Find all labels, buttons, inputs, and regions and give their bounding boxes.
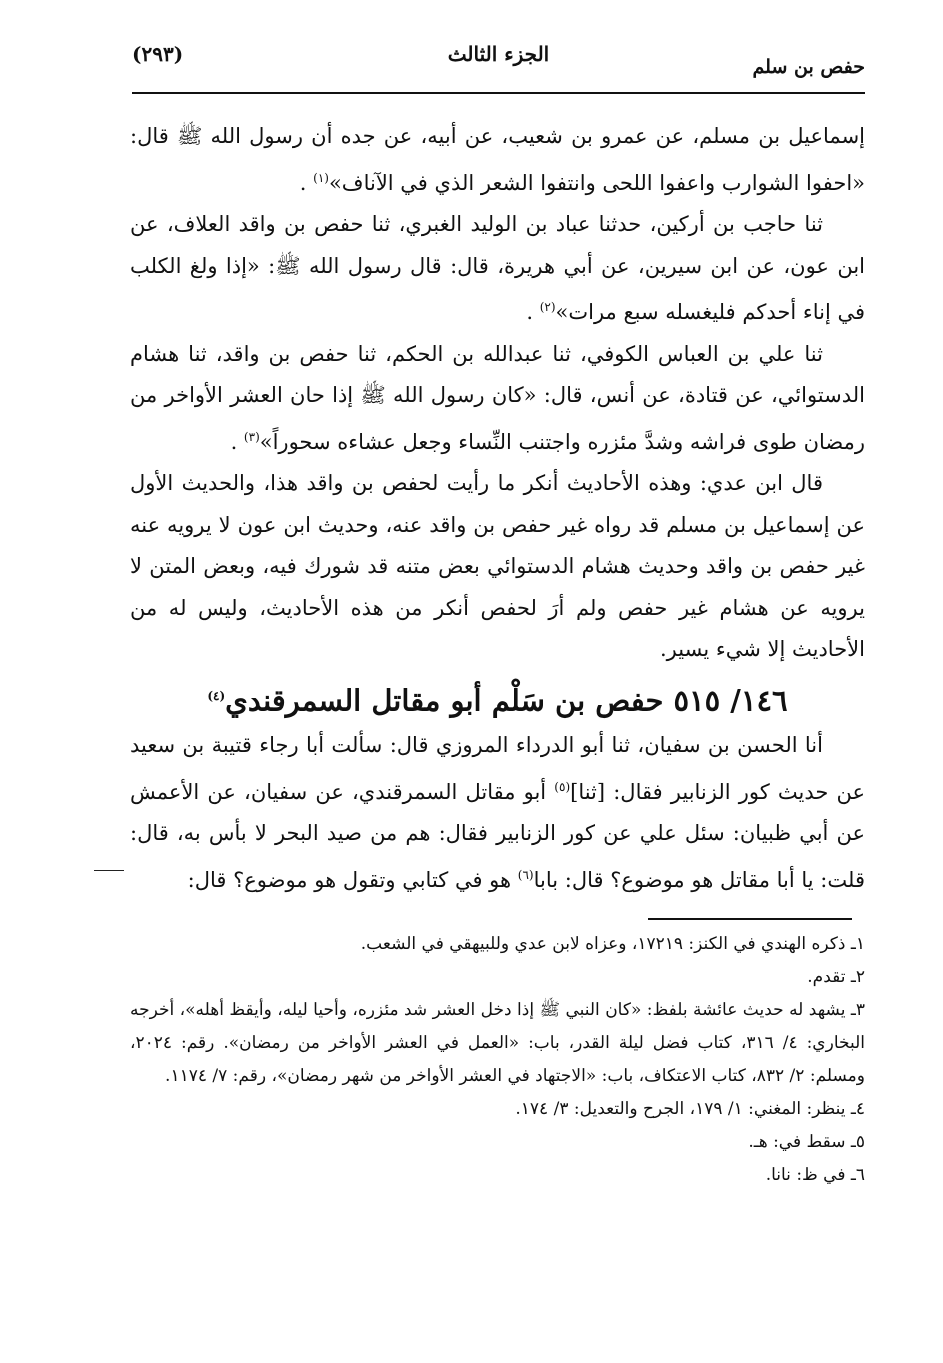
entry-paragraph: أنا الحسن بن سفيان، ثنا أبو الدرداء المروزي قال: سألت أبا رجاء قتيبة بن سعيد عن حديث كور الزنابير فقال: [ثنا]$^{(٥)}$ أبو مقاتل السمرقندي، عن سفيان، عن الأعمش عن أبي ظبيان: سئل علي عن كور الزنابير فقال: هم من صيد البحر لا بأس به، قال: قلت: يا أبا مقاتل هو موضوع؟ قال: بابا$^{(٦)}$ هو في كتابي وتقول هو موضوع؟ قال: (130, 733, 865, 892)
page-number: (٢٩٣) (132, 42, 184, 66)
paragraph-2: ثنا حاجب بن أركين، حدثنا عباد بن الوليد الغبري، ثنا حفص بن واقد العلاف، عن ابن عون، عن ابن سيرين، عن أبي هريرة، قال: قال رسول الله ﷺ: «إذا ولغ الكلب في إناء أحدكم فليغسله سبع مرات»$^{(٢)}$ . (130, 212, 865, 324)
footnote-3: ٣ـ يشهد له حديث عائشة بلفظ: «كان النبي ﷺ إذا دخل العشر شد مئزره، وأحيا ليله، وأيقظ أهله»، أخرجه البخاري: ٤/ ٣١٦، كتاب فضل ليلة القدر، باب: «العمل في العشر الأواخر من رمضان». رقم: ٢٠٢٤، ومسلم: ٢/ ٨٣٢، كتاب الاعتكاف، باب: «الاجتهاد في العشر الأواخر من شهر رمضان»، رقم: ٧/ ١١٧٤. (130, 1000, 866, 1086)
footnote-ref-6: (٦) (517, 867, 534, 882)
footnote-ref-5: (٥) (554, 779, 571, 794)
paragraph-4: قال ابن عدي: وهذه الأحاديث أنكر ما رأيت لحفص بن واقد هذا، والحديث الأول عن إسماعيل بن مسلم قد رواه غير حفص بن واقد عنه، وحديث ابن عون لا يرويه عنه غير حفص بن واقد وحديث هشام الدستوائي بعض متنه قد شورك فيه، وبعض المتن لا يرويه عن هشام غير حفص ولم أرَ لحفص أنكر من هذه الأحاديث، وليس له من الأحاديث إلا شيء يسير. (130, 471, 865, 661)
footnote-5: ٥ـ سقط في: هـ. (748, 1132, 865, 1152)
volume-title: الجزء الثالث (447, 42, 550, 66)
footnote-ref-2: (٢) (539, 300, 556, 314)
entry-heading: ١٤٦/ ٥١٥ حفص بن سَلْم أبو مقاتل السمرقندي$^{(٤)}$ (207, 683, 788, 718)
margin-dash (94, 870, 124, 871)
footnote-4: ٤ـ ينظر: المغني: ١/ ١٧٩، الجرح والتعديل: ٣/ ١٧٤. (515, 1099, 865, 1119)
footnote-2: ٢ـ تقدم. (807, 967, 865, 987)
footnote-ref-4: (٤) (207, 688, 226, 703)
footnote-6: ٦ـ في ظ: نانا. (765, 1165, 865, 1185)
header-rule (132, 92, 865, 94)
footnote-1: ١ـ ذكره الهندي في الكنز: ١٧٢١٩، وعزاه لابن عدي وللبيهقي في الشعب. (360, 934, 865, 954)
page-header (132, 36, 865, 96)
footnote-ref-3: (٣) (243, 429, 260, 444)
paragraph-1: إسماعيل بن مسلم، عن عمرو بن شعيب، عن أبيه، عن جده أن رسول الله ﷺ قال: «احفوا الشوارب واعفوا اللحى وانتفوا الشعر الذي في الآناف»$^{(١)}$ . (130, 124, 865, 195)
paragraph-3: ثنا علي بن العباس الكوفي، ثنا عبدالله بن الحكم، ثنا حفص بن واقد، ثنا هشام الدستوائي، عن قتادة، عن أنس، قال: «كان رسول الله ﷺ إذا حان العشر الأواخر من رمضان طوى فراشه وشدَّ مئزره واجتنب النِّساء وجعل عشاءه سحوراً»$^{(٣)}$ . (130, 341, 865, 454)
footnote-separator (648, 918, 852, 920)
running-title: حفص بن سلم (752, 56, 865, 78)
footnote-ref-1: (١) (313, 170, 329, 185)
footnotes (130, 928, 865, 1192)
main-text (130, 116, 865, 901)
